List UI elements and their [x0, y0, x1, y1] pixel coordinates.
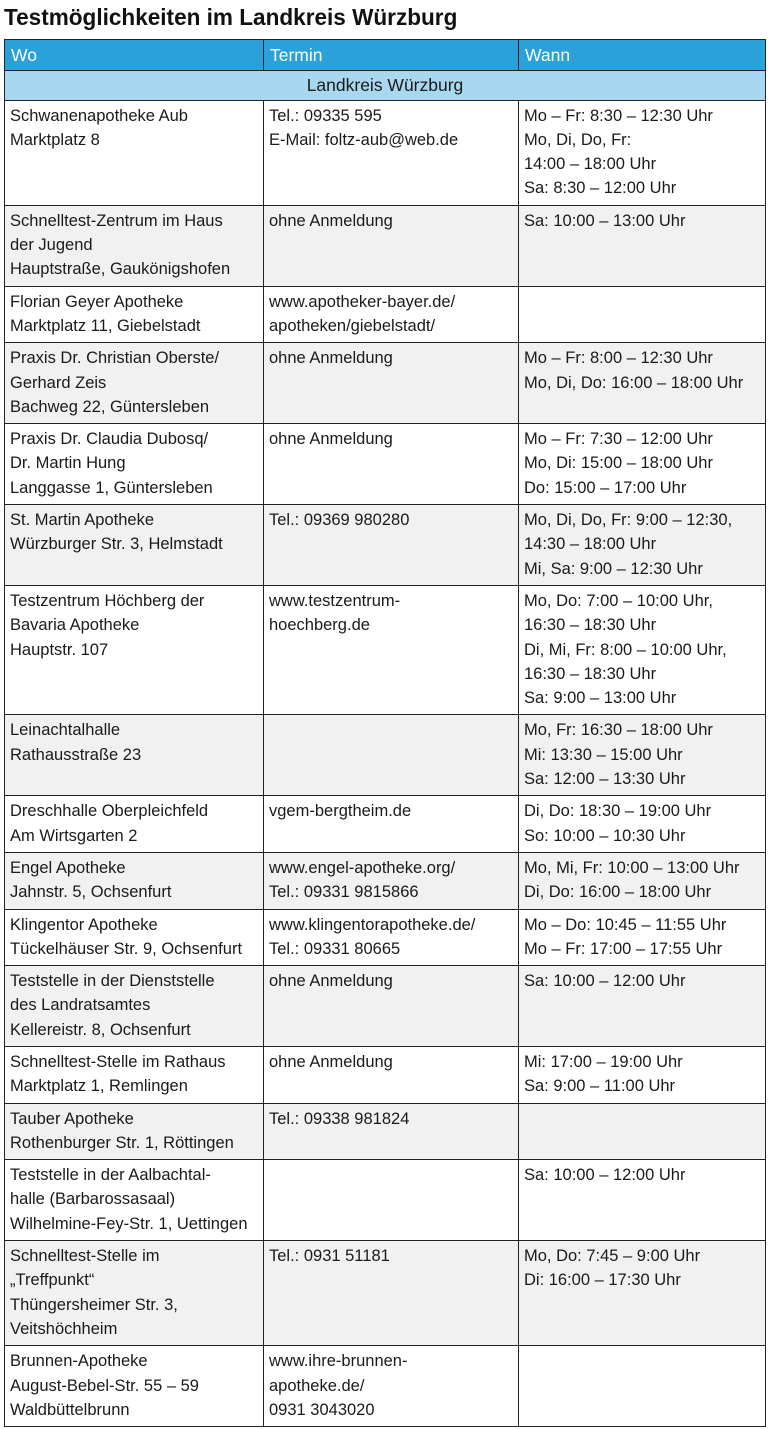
cell-wo: Florian Geyer Apotheke Marktplatz 11, Giebelstadt: [5, 286, 264, 343]
cell-wann: Mo, Do: 7:00 – 10:00 Uhr, 16:30 – 18:30 Uhr Di, Mi, Fr: 8:00 – 10:00 Uhr, 16:30 – 18:30 Uhr Sa: 9:00 – 13:00 Uhr: [519, 585, 766, 714]
table-row: [5, 1103, 766, 1160]
cell-wo: St. Martin Apotheke Würzburger Str. 3, Helmstadt: [5, 505, 264, 586]
table-row: [5, 100, 766, 205]
cell-wo: Schwanenapotheke Aub Marktplatz 8: [5, 100, 264, 205]
cell-wo: Schnelltest-Stelle im Rathaus Marktplatz 1, Remlingen: [5, 1046, 264, 1103]
cell-wann: Mi: 17:00 – 19:00 Uhr Sa: 9:00 – 11:00 Uhr: [519, 1046, 766, 1103]
column-header-wann: Wann: [519, 40, 766, 71]
cell-wann: [519, 1346, 766, 1427]
cell-wo: Brunnen-Apotheke August-Bebel-Str. 55 – 59 Waldbüttelbrunn: [5, 1346, 264, 1427]
region-row: [5, 71, 766, 100]
cell-wann: Mo, Do: 7:45 – 9:00 Uhr Di: 16:00 – 17:30 Uhr: [519, 1241, 766, 1346]
table-row: [5, 1346, 766, 1427]
table-row: [5, 796, 766, 853]
cell-wann: Sa: 10:00 – 13:00 Uhr: [519, 205, 766, 286]
table-row: [5, 1160, 766, 1241]
cell-wo: Teststelle in der Dienststelle des Landratsamtes Kellereistr. 8, Ochsenfurt: [5, 966, 264, 1047]
cell-termin: ohne Anmeldung: [264, 966, 519, 1047]
cell-wo: Engel Apotheke Jahnstr. 5, Ochsenfurt: [5, 852, 264, 909]
cell-termin: www.ihre-brunnen- apotheke.de/ 0931 3043020: [264, 1346, 519, 1427]
cell-termin: www.testzentrum- hoechberg.de: [264, 585, 519, 714]
table-row: [5, 852, 766, 909]
table-row: [5, 505, 766, 586]
cell-wann: Sa: 10:00 – 12:00 Uhr: [519, 966, 766, 1047]
table-row: [5, 1046, 766, 1103]
cell-termin: www.klingentorapotheke.de/ Tel.: 09331 80665: [264, 909, 519, 966]
cell-termin: Tel.: 09338 981824: [264, 1103, 519, 1160]
column-header-termin: Termin: [264, 40, 519, 71]
cell-termin: ohne Anmeldung: [264, 424, 519, 505]
cell-wann: [519, 1103, 766, 1160]
cell-wo: Leinachtalhalle Rathausstraße 23: [5, 715, 264, 796]
cell-wann: Mo – Fr: 7:30 – 12:00 Uhr Mo, Di: 15:00 – 18:00 Uhr Do: 15:00 – 17:00 Uhr: [519, 424, 766, 505]
table-row: [5, 909, 766, 966]
cell-wann: Mo, Mi, Fr: 10:00 – 13:00 Uhr Di, Do: 16:00 – 18:00 Uhr: [519, 852, 766, 909]
cell-wo: Schnelltest-Zentrum im Haus der Jugend Hauptstraße, Gaukönigshofen: [5, 205, 264, 286]
cell-wann: [519, 286, 766, 343]
cell-termin: ohne Anmeldung: [264, 343, 519, 424]
cell-wann: Mo, Fr: 16:30 – 18:00 Uhr Mi: 13:30 – 15:00 Uhr Sa: 12:00 – 13:30 Uhr: [519, 715, 766, 796]
cell-termin: Tel.: 0931 51181: [264, 1241, 519, 1346]
cell-wo: Tauber Apotheke Rothenburger Str. 1, Röttingen: [5, 1103, 264, 1160]
cell-termin: Tel.: 09369 980280: [264, 505, 519, 586]
cell-wo: Schnelltest-Stelle im „Treffpunkt“ Thüngersheimer Str. 3, Veitshöchheim: [5, 1241, 264, 1346]
cell-termin: [264, 715, 519, 796]
cell-wann: Di, Do: 18:30 – 19:00 Uhr So: 10:00 – 10:30 Uhr: [519, 796, 766, 853]
cell-wo: Praxis Dr. Christian Oberste/ Gerhard Zeis Bachweg 22, Güntersleben: [5, 343, 264, 424]
table-row: [5, 286, 766, 343]
table-row: [5, 585, 766, 714]
table-row: [5, 424, 766, 505]
table-row: [5, 715, 766, 796]
cell-termin: ohne Anmeldung: [264, 205, 519, 286]
cell-wo: Teststelle in der Aalbachtal- halle (Barbarossasaal) Wilhelmine-Fey-Str. 1, Uettingen: [5, 1160, 264, 1241]
cell-wann: Mo – Fr: 8:00 – 12:30 Uhr Mo, Di, Do: 16:00 – 18:00 Uhr: [519, 343, 766, 424]
cell-termin: ohne Anmeldung: [264, 1046, 519, 1103]
table-row: [5, 343, 766, 424]
cell-termin: www.apotheker-bayer.de/ apotheken/giebelstadt/: [264, 286, 519, 343]
table-row: [5, 966, 766, 1047]
table-row: [5, 1241, 766, 1346]
cell-wo: Klingentor Apotheke Tückelhäuser Str. 9, Ochsenfurt: [5, 909, 264, 966]
cell-wo: Testzentrum Höchberg der Bavaria Apotheke Hauptstr. 107: [5, 585, 264, 714]
table-header-row: [5, 40, 766, 71]
cell-termin: [264, 1160, 519, 1241]
column-header-wo: Wo: [5, 40, 264, 71]
table-row: [5, 205, 766, 286]
region-label: Landkreis Würzburg: [5, 71, 766, 100]
testing-sites-table: [4, 39, 766, 1427]
cell-termin: vgem-bergtheim.de: [264, 796, 519, 853]
cell-wann: Mo – Fr: 8:30 – 12:30 Uhr Mo, Di, Do, Fr: 14:00 – 18:00 Uhr Sa: 8:30 – 12:00 Uhr: [519, 100, 766, 205]
cell-wo: Praxis Dr. Claudia Dubosq/ Dr. Martin Hung Langgasse 1, Güntersleben: [5, 424, 264, 505]
cell-wann: Sa: 10:00 – 12:00 Uhr: [519, 1160, 766, 1241]
cell-termin: Tel.: 09335 595 E-Mail: foltz-aub@web.de: [264, 100, 519, 205]
page-title: Testmöglichkeiten im Landkreis Würzburg: [4, 4, 458, 30]
cell-termin: www.engel-apotheke.org/ Tel.: 09331 9815866: [264, 852, 519, 909]
cell-wo: Dreschhalle Oberpleichfeld Am Wirtsgarten 2: [5, 796, 264, 853]
cell-wann: Mo – Do: 10:45 – 11:55 Uhr Mo – Fr: 17:00 – 17:55 Uhr: [519, 909, 766, 966]
cell-wann: Mo, Di, Do, Fr: 9:00 – 12:30, 14:30 – 18:00 Uhr Mi, Sa: 9:00 – 12:30 Uhr: [519, 505, 766, 586]
